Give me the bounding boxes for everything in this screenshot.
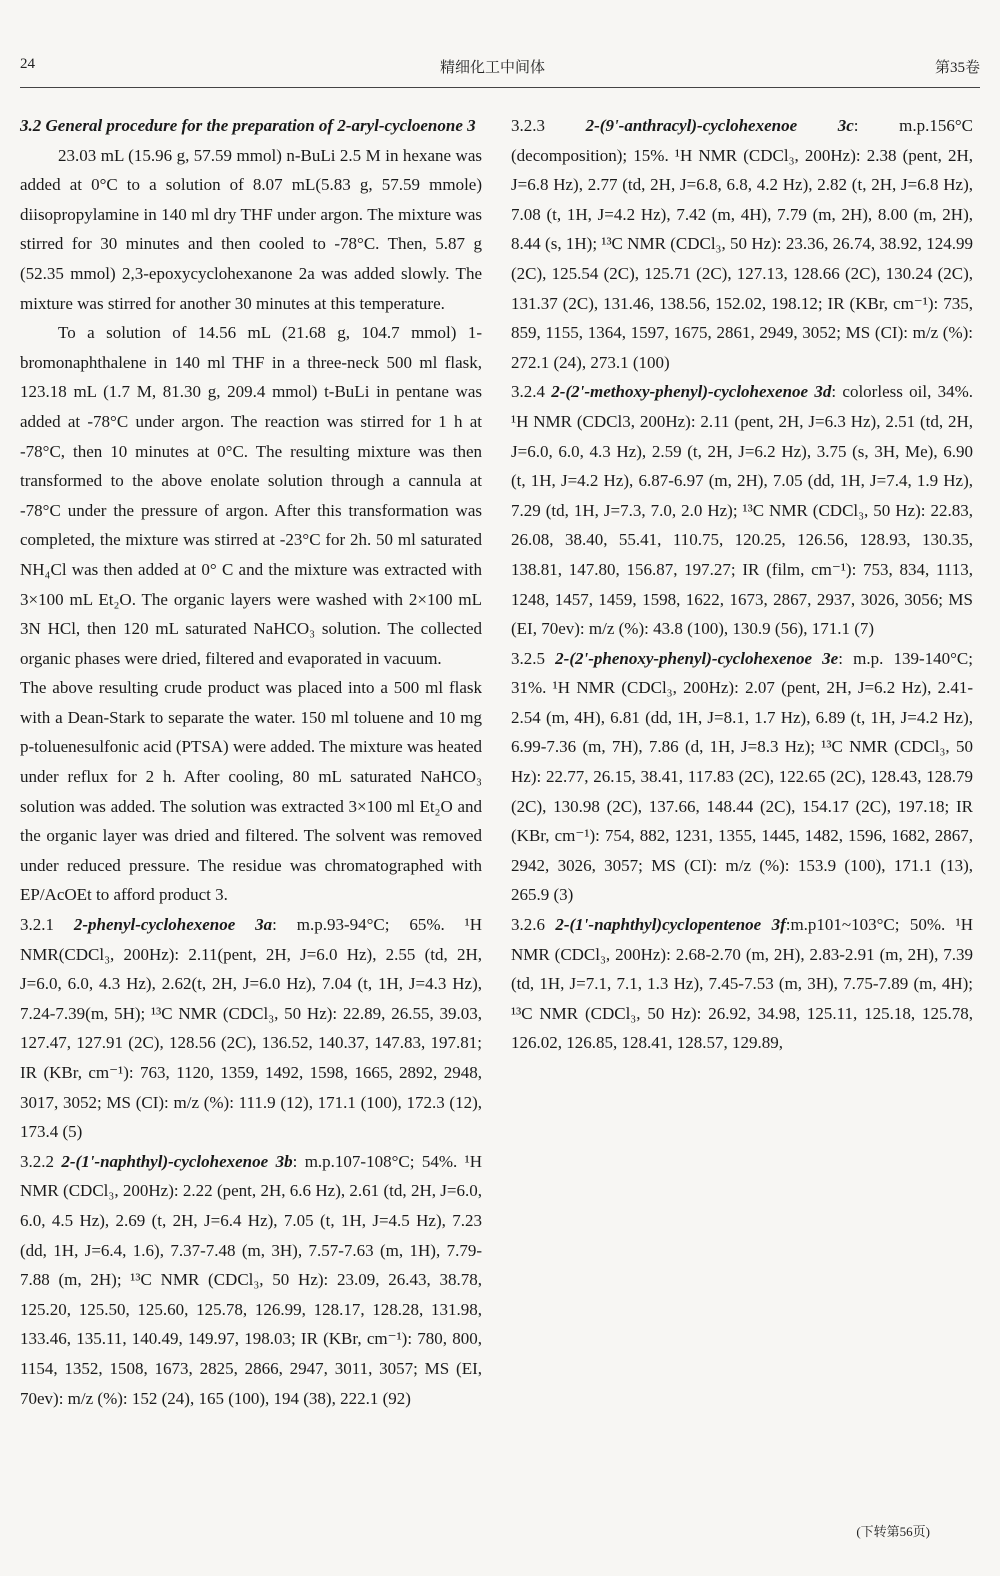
compound-entry <box>20 1147 482 1413</box>
compound-data: : m.p. 139-140°C; 31%. ¹H NMR (CDCl₃, 200Hz): 2.07 (pent, 2H, J=6.2 Hz), 2.41-2.54 (m, 4H), 6.81 (dd, 1H, J=8.1, 1.7 Hz), 6.89 (t, 1H, J=4.2 Hz), 6.99-7.36 (m, 7H), 7.86 (d, 1H, J=8.3 Hz); ¹³C NMR (CDCl₃, 50 Hz): 22.77, 26.15, 38.41, 117.83 (2C), 122.65 (2C), 128.43, 128.79 (2C), 130.98 (2C), 137.66, 148.44 (2C), 154.17 (2C), 197.18; IR (KBr, cm⁻¹): 754, 882, 1231, 1355, 1445, 1482, 1596, 1682, 2867, 2942, 3026, 3057; MS (CI): m/z (%): 153.9 (100), 171.1 (13), 265.9 (3) <box>511 648 973 905</box>
compound-number: 3.2.2 <box>20 1151 54 1171</box>
compound-entry <box>511 111 973 377</box>
section-heading: 3.2 General procedure for the preparation of 2-aryl-cycloenone 3 <box>20 116 476 135</box>
compound-name: 2-(9'-anthracyl)-cyclohexenoe 3c <box>585 116 854 135</box>
compound-number: 3.2.1 <box>20 915 54 935</box>
compound-data: : m.p.93-94°C; 65%. ¹H NMR(CDCl₃, 200Hz): 2.11(pent, 2H, J=6.0 Hz), 2.55 (td, 2H, J=6.0, 6.0, 4.3 Hz), 2.62(t, 2H, J=6.0 Hz), 7.04 (t, 1H, J=4.3 Hz), 7.24-7.39(m, 5H); ¹³C NMR (CDCl₃, 50 Hz): 22.89, 26.55, 39.03, 127.47, 127.91 (2C), 128.56 (2C), 136.52, 140.37, 147.83, 197.81; IR (KBr, cm⁻¹): 763, 1120, 1359, 1492, 1598, 1665, 2892, 2948, 3017, 3052; MS (CI): m/z (%): 111.9 (12), 171.1 (100), 172.3 (12), 173.4 (5) <box>20 915 482 1142</box>
paragraph: To a solution of 14.56 mL (21.68 g, 104.7 mmol) 1-bromonaphthalene in 140 ml THF in a three-neck 500 ml flask, 123.18 mL (1.7 M, 81.30 g, 209.4 mmol) t-BuLi in pentane was added at -78°C under argon. The reaction was stirred for 1 h at -78°C, then 10 minutes at 0°C. The resulting mixture was then transformed to the above enolate solution through a cannula at -78°C under the pressure of argon. After this transformation was completed, the mixture was stirred at -23°C for 2h. 50 ml saturated NH₄Cl was then added at 0° C and the mixture was extracted with 3×100 mL Et₂O. The organic layers were washed with 2×100 mL 3N HCl, then 120 mL saturated NaHCO₃ solution. The collected organic phases were dried, filtered and evaporated in vacuum. <box>20 323 482 668</box>
compound-number: 3.2.6 <box>511 915 545 935</box>
paragraph: 23.03 mL (15.96 g, 57.59 mmol) n-BuLi 2.5 M in hexane was added at 0°C to a solution of 8.07 mL(5.83 g, 57.59 mmole) diisopropylamine in 140 ml dry THF under argon. The mixture was stirred for 30 minutes and then cooled to -78°C. Then, 5.87 g (52.35 mmol) 2,3-epoxycyclohexanone 2a was added slowly. The mixture was stirred for another 30 minutes at this temperature. <box>20 145 482 313</box>
compound-number: 3.2.4 <box>511 382 545 402</box>
compound-name: 2-(2'-methoxy-phenyl)-cyclohexenoe 3d <box>551 382 832 402</box>
compound-number: 3.2.3 <box>511 116 545 135</box>
journal-title: 精细化工中间体 <box>440 60 546 76</box>
continuation-note: (下转第56页) <box>856 1524 930 1539</box>
paragraph: The above resulting crude product was placed into a 500 ml flask with a Dean-Stark to separate the water. 150 ml toluene and 10 mg p-toluenesulfonic acid (PTSA) were added. The mixture was heated under reflux for 2 h. After cooling, 80 mL saturated NaHCO₃ solution was added. The solution was extracted 3×100 ml Et₂O and the organic layer was dried and filtered. The solvent was removed under reduced pressure. The residue was chromatographed with EP/AcOEt to afford product 3. <box>20 678 482 905</box>
compound-data: : m.p.107-108°C; 54%. ¹H NMR (CDCl₃, 200Hz): 2.22 (pent, 2H, 6.6 Hz), 2.61 (td, 2H, J=6.0, 6.0, 4.5 Hz), 2.69 (t, 2H, J=6.4 Hz), 7.05 (t, 1H, J=4.5 Hz), 7.23 (dd, 1H, J=6.4, 1.6), 7.37-7.48 (m, 3H), 7.57-7.63 (m, 1H), 7.79-7.88 (m, 2H); ¹³C NMR (CDCl₃, 50 Hz): 23.09, 26.43, 38.78, 125.20, 125.50, 125.60, 125.78, 126.99, 128.17, 128.28, 131.98, 133.46, 135.11, 140.49, 149.97, 198.03; IR (KBr, cm⁻¹): 780, 800, 1154, 1352, 1508, 1673, 2825, 2866, 2947, 3011, 3057; MS (EI, 70ev): m/z (%): 152 (24), 165 (100), 194 (38), 222.1 (92) <box>20 1151 482 1408</box>
compound-entry <box>511 377 973 643</box>
compound-name: 2-(1'-naphthyl)cyclopentenoe 3f <box>555 915 786 935</box>
compound-entry <box>511 910 973 1058</box>
compound-entry <box>511 644 973 910</box>
compound-data: : colorless oil, 34%. ¹H NMR (CDCl3, 200Hz): 2.11 (pent, 2H, J=6.3 Hz), 2.51 (td, 2H, J=6.0, 6.0, 4.3 Hz), 2.59 (t, 2H, J=6.2 Hz), 3.75 (s, 3H, Me), 6.90 (t, 1H, J=4.2 Hz), 6.87-6.97 (m, 2H), 7.05 (dd, 1H, J=7.4, 1.9 Hz), 7.29 (td, 1H, J=7.3, 7.0, 2.0 Hz); ¹³C NMR (CDCl₃, 50 Hz): 22.83, 26.08, 38.40, 55.41, 110.75, 120.25, 126.56, 128.93, 130.35, 138.81, 147.80, 156.87, 197.27; IR (film, cm⁻¹): 753, 834, 1113, 1248, 1457, 1459, 1598, 1622, 1673, 2867, 2937, 3026, 3056; MS (EI, 70ev): m/z (%): 43.8 (100), 130.9 (56), 171.1 (7) <box>511 382 974 639</box>
compound-entry <box>20 910 482 1147</box>
header-rule <box>20 87 980 88</box>
compound-data: :m.p101~103°C; 50%. ¹H NMR (CDCl₃, 200Hz): 2.68-2.70 (m, 2H), 2.83-2.91 (m, 2H), 7.39 (td, 1H, J=7.1, 7.1, 1.3 Hz), 7.45-7.53 (m, 3H), 7.75-7.89 (m, 4H); ¹³C NMR (CDCl₃, 50 Hz): 26.92, 34.98, 125.11, 125.18, 125.78, 126.02, 126.85, 128.41, 128.57, 129.89, <box>511 915 973 1053</box>
volume-label: 第35卷 <box>934 60 980 76</box>
compound-data: : m.p.156°C (decomposition); 15%. ¹H NMR (CDCl₃, 200Hz): 2.38 (pent, 2H, J=6.8 Hz), 2.77 (td, 2H, J=6.8, 6.8, 4.2 Hz), 2.82 (t, 2H, J=6.8 Hz), 7.08 (t, 1H, J=4.2 Hz), 7.42 (m, 4H), 7.79 (m, 2H), 8.00 (m, 2H), 8.44 (s, 1H); ¹³C NMR (CDCl₃, 50 Hz): 23.36, 26.74, 38.92, 124.99 (2C), 125.54 (2C), 125.71 (2C), 127.13, 128.66 (2C), 130.24 (2C), 131.37 (2C), 131.46, 138.56, 152.02, 198.12; IR (KBr, cm⁻¹): 735, 859, 1155, 1364, 1597, 1675, 2861, 2949, 3052; MS (CI): m/z (%): 272.1 (24), 273.1 (100) <box>511 116 974 372</box>
right-column <box>511 111 973 1058</box>
compound-name: 2-(2'-phenoxy-phenyl)-cyclohexenoe 3e <box>555 648 839 668</box>
compound-number: 3.2.5 <box>511 648 545 668</box>
compound-name: 2-phenyl-cyclohexenoe 3a <box>73 915 273 935</box>
page-number: 24 <box>20 56 35 72</box>
compound-name: 2-(1'-naphthyl)-cyclohexenoe 3b <box>61 1151 293 1171</box>
left-column <box>20 111 482 1413</box>
